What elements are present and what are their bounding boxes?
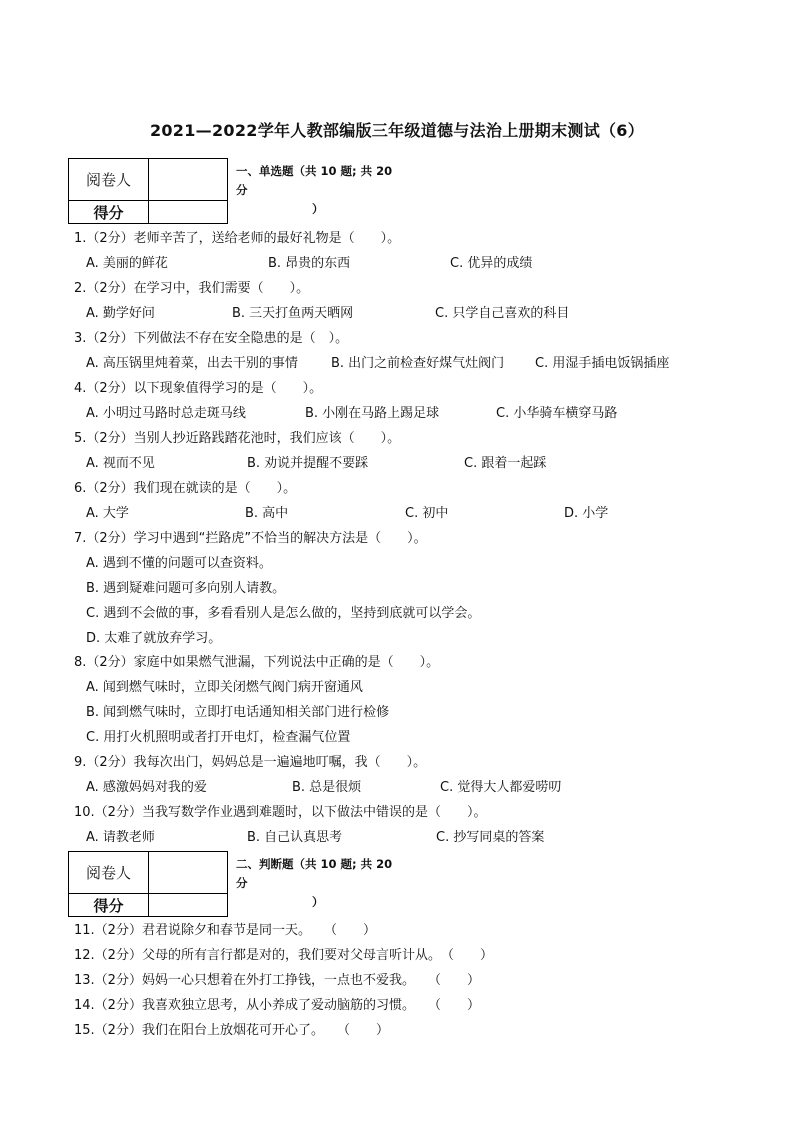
q8-option-c[interactable]: C. 用打火机照明或者打开电灯，检查漏气位置 xyxy=(86,730,351,745)
question-7: 7.（2分）学习中遇到“拦路虎”不恰当的解决方法是（ ）。 xyxy=(74,531,427,546)
q6-option-c[interactable]: C. 初中 xyxy=(405,506,449,521)
q8-option-b[interactable]: B. 闻到燃气味时，立即打电话通知相关部门进行检修 xyxy=(86,705,390,720)
question-12: 12.（2分）父母的所有言行都是对的，我们要对父母言听计从。 （ ） xyxy=(74,948,493,963)
q9-option-c[interactable]: C. 觉得大人都爱唠叨 xyxy=(440,780,562,795)
q7-option-c[interactable]: C. 遇到不会做的事，多看看别人是怎么做的，坚持到底就可以学会。 xyxy=(86,606,481,621)
score-box-section1 xyxy=(68,158,228,224)
question-11: 11.（2分）君君说除夕和春节是同一天。 （ ） xyxy=(74,923,376,938)
section2-heading xyxy=(236,855,406,912)
q9-option-b[interactable]: B. 总是很烦 xyxy=(292,780,362,795)
section1-heading-line1: 一、单选题（共 10 题; 共 20 分 xyxy=(236,164,393,197)
question-6: 6.（2分）我们现在就读的是（ ）。 xyxy=(74,481,297,496)
q7-option-b[interactable]: B. 遇到疑难问题可多向别人请教。 xyxy=(86,581,286,596)
q8-option-a[interactable]: A. 闻到燃气味时，立即关闭燃气阀门病开窗通风 xyxy=(86,680,363,695)
q6-option-d[interactable]: D. 小学 xyxy=(564,506,609,521)
reviewer-field[interactable] xyxy=(149,159,227,201)
question-14: 14.（2分）我喜欢独立思考，从小养成了爱动脑筋的习惯。 （ ） xyxy=(74,998,480,1013)
q3-option-a[interactable]: A. 高压锅里炖着菜，出去干别的事情 xyxy=(86,356,298,371)
q9-option-a[interactable]: A. 感激妈妈对我的爱 xyxy=(86,780,207,795)
q2-option-b[interactable]: B. 三天打鱼两天晒网 xyxy=(232,306,354,321)
q6-option-a[interactable]: A. 大学 xyxy=(86,506,129,521)
question-10: 10.（2分）当我写数学作业遇到难题时，以下做法中错误的是（ ）。 xyxy=(74,805,487,820)
question-15: 15.（2分）我们在阳台上放烟花可开心了。 （ ） xyxy=(74,1023,389,1038)
q1-option-b[interactable]: B. 昂贵的东西 xyxy=(268,256,351,271)
q3-option-b[interactable]: B. 出门之前检查好煤气灶阀门 xyxy=(331,356,505,371)
q5-option-b[interactable]: B. 劝说并提醒不要踩 xyxy=(247,456,369,471)
q10-option-b[interactable]: B. 自己认真思考 xyxy=(247,830,343,845)
q7-option-a[interactable]: A. 遇到不懂的问题可以查资料。 xyxy=(86,556,272,571)
score-label: 得分 xyxy=(69,201,149,223)
reviewer-field[interactable] xyxy=(149,852,227,894)
score-field[interactable] xyxy=(149,894,227,916)
question-9: 9.（2分）我每次出门，妈妈总是一遍遍地叮嘱，我（ ）。 xyxy=(74,755,427,770)
question-2: 2.（2分）在学习中，我们需要（ ）。 xyxy=(74,281,310,296)
section2-heading-line1: 二、判断题（共 10 题; 共 20 分 xyxy=(236,857,393,890)
q5-option-c[interactable]: C. 跟着一起踩 xyxy=(464,456,547,471)
question-13: 13.（2分）妈妈一心只想着在外打工挣钱，一点也不爱我。 （ ） xyxy=(74,973,480,988)
section1-heading xyxy=(236,162,406,219)
q7-option-d[interactable]: D. 太难了就放弃学习。 xyxy=(86,631,222,646)
page-title: 2021—2022学年人教部编版三年级道德与法治上册期末测试（6） xyxy=(149,121,645,140)
q4-option-c[interactable]: C. 小华骑车横穿马路 xyxy=(496,406,618,421)
question-4: 4.（2分）以下现象值得学习的是（ ）。 xyxy=(74,381,323,396)
section1-heading-line2: ） xyxy=(312,202,324,216)
q2-option-a[interactable]: A. 勤学好问 xyxy=(86,306,155,321)
score-label: 得分 xyxy=(69,894,149,916)
score-field[interactable] xyxy=(149,201,227,223)
q4-option-b[interactable]: B. 小刚在马路上踢足球 xyxy=(305,406,440,421)
score-box-section2 xyxy=(68,851,228,917)
q4-option-a[interactable]: A. 小明过马路时总走斑马线 xyxy=(86,406,246,421)
q5-option-a[interactable]: A. 视而不见 xyxy=(86,456,155,471)
q1-option-a[interactable]: A. 美丽的鲜花 xyxy=(86,256,168,271)
reviewer-label: 阅卷人 xyxy=(69,852,149,894)
question-5: 5.（2分）当别人抄近路践踏花池时，我们应该（ ）。 xyxy=(74,431,401,446)
q1-option-c[interactable]: C. 优异的成绩 xyxy=(450,256,533,271)
reviewer-label: 阅卷人 xyxy=(69,159,149,201)
q6-option-b[interactable]: B. 高中 xyxy=(245,506,289,521)
section2-heading-line2: ） xyxy=(312,895,324,909)
q10-option-c[interactable]: C. 抄写同桌的答案 xyxy=(436,830,545,845)
q10-option-a[interactable]: A. 请教老师 xyxy=(86,830,155,845)
q3-option-c[interactable]: C. 用湿手插电饭锅插座 xyxy=(535,356,670,371)
q2-option-c[interactable]: C. 只学自己喜欢的科目 xyxy=(435,306,570,321)
question-3: 3.（2分）下列做法不存在安全隐患的是（ ）。 xyxy=(74,331,349,346)
question-1: 1.（2分）老师辛苦了，送给老师的最好礼物是（ ）。 xyxy=(74,231,401,246)
question-8: 8.（2分）家庭中如果燃气泄漏，下列说法中正确的是（ ）。 xyxy=(74,655,440,670)
